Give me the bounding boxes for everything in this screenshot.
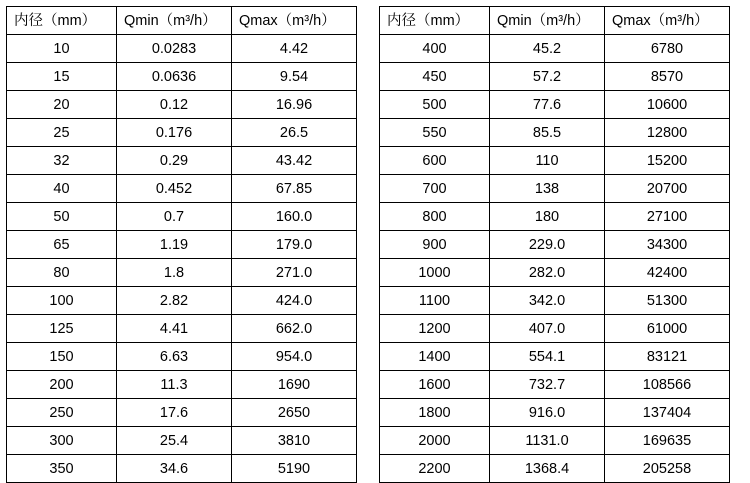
- cell-qmax: 15200: [605, 147, 730, 175]
- cell-qmin: 1.8: [117, 259, 232, 287]
- cell-qmin: 45.2: [490, 35, 605, 63]
- cell-inner-diameter: 250: [7, 399, 117, 427]
- table-row: [7, 287, 357, 315]
- cell-inner-diameter: 900: [380, 231, 490, 259]
- cell-inner-diameter: 600: [380, 147, 490, 175]
- table-row: [380, 315, 730, 343]
- cell-qmax: 34300: [605, 231, 730, 259]
- table-header-row: [380, 7, 730, 35]
- table-row: [7, 343, 357, 371]
- table-row: [7, 371, 357, 399]
- column-header: Qmin（m³/h）: [117, 7, 232, 35]
- cell-inner-diameter: 450: [380, 63, 490, 91]
- table-row: [380, 231, 730, 259]
- cell-qmax: 42400: [605, 259, 730, 287]
- table-row: [380, 259, 730, 287]
- table-row: [7, 35, 357, 63]
- cell-qmax: 9.54: [232, 63, 357, 91]
- cell-qmax: 51300: [605, 287, 730, 315]
- cell-qmax: 424.0: [232, 287, 357, 315]
- cell-inner-diameter: 150: [7, 343, 117, 371]
- cell-qmin: 0.0283: [117, 35, 232, 63]
- cell-qmax: 6780: [605, 35, 730, 63]
- cell-inner-diameter: 1600: [380, 371, 490, 399]
- cell-qmin: 1368.4: [490, 455, 605, 483]
- cell-inner-diameter: 1200: [380, 315, 490, 343]
- table-row: [380, 455, 730, 483]
- cell-qmin: 916.0: [490, 399, 605, 427]
- cell-inner-diameter: 80: [7, 259, 117, 287]
- cell-inner-diameter: 2200: [380, 455, 490, 483]
- cell-qmin: 0.29: [117, 147, 232, 175]
- column-header: Qmax（m³/h）: [605, 7, 730, 35]
- table-row: [380, 63, 730, 91]
- cell-qmax: 108566: [605, 371, 730, 399]
- cell-inner-diameter: 50: [7, 203, 117, 231]
- column-header: Qmax（m³/h）: [232, 7, 357, 35]
- cell-inner-diameter: 400: [380, 35, 490, 63]
- table-row: [380, 287, 730, 315]
- table-row: [7, 231, 357, 259]
- cell-inner-diameter: 65: [7, 231, 117, 259]
- cell-qmax: 662.0: [232, 315, 357, 343]
- cell-qmin: 732.7: [490, 371, 605, 399]
- table-row: [7, 63, 357, 91]
- table-row: [380, 343, 730, 371]
- cell-inner-diameter: 25: [7, 119, 117, 147]
- cell-qmax: 67.85: [232, 175, 357, 203]
- cell-qmax: 12800: [605, 119, 730, 147]
- cell-qmax: 8570: [605, 63, 730, 91]
- cell-qmin: 110: [490, 147, 605, 175]
- cell-qmax: 160.0: [232, 203, 357, 231]
- cell-inner-diameter: 800: [380, 203, 490, 231]
- cell-qmax: 205258: [605, 455, 730, 483]
- cell-inner-diameter: 2000: [380, 427, 490, 455]
- cell-qmin: 11.3: [117, 371, 232, 399]
- cell-qmax: 954.0: [232, 343, 357, 371]
- cell-qmin: 554.1: [490, 343, 605, 371]
- cell-inner-diameter: 40: [7, 175, 117, 203]
- table-row: [7, 259, 357, 287]
- column-header: 内径（mm）: [380, 7, 490, 35]
- cell-qmax: 26.5: [232, 119, 357, 147]
- cell-qmin: 17.6: [117, 399, 232, 427]
- cell-qmin: 0.176: [117, 119, 232, 147]
- left-table: [6, 6, 357, 483]
- cell-qmin: 282.0: [490, 259, 605, 287]
- cell-qmin: 34.6: [117, 455, 232, 483]
- cell-inner-diameter: 550: [380, 119, 490, 147]
- table-row: [7, 147, 357, 175]
- table-row: [7, 91, 357, 119]
- cell-qmin: 180: [490, 203, 605, 231]
- cell-qmin: 342.0: [490, 287, 605, 315]
- cell-qmax: 1690: [232, 371, 357, 399]
- cell-qmin: 0.7: [117, 203, 232, 231]
- cell-qmax: 43.42: [232, 147, 357, 175]
- cell-inner-diameter: 300: [7, 427, 117, 455]
- cell-qmax: 3810: [232, 427, 357, 455]
- right-table: [379, 6, 730, 483]
- cell-qmax: 10600: [605, 91, 730, 119]
- cell-qmin: 407.0: [490, 315, 605, 343]
- cell-qmax: 27100: [605, 203, 730, 231]
- table-row: [380, 91, 730, 119]
- table-row: [7, 399, 357, 427]
- column-header: Qmin（m³/h）: [490, 7, 605, 35]
- cell-qmax: 137404: [605, 399, 730, 427]
- cell-qmax: 20700: [605, 175, 730, 203]
- table-row: [380, 371, 730, 399]
- cell-qmin: 0.0636: [117, 63, 232, 91]
- cell-qmin: 6.63: [117, 343, 232, 371]
- table-row: [7, 203, 357, 231]
- cell-qmin: 229.0: [490, 231, 605, 259]
- table-row: [7, 119, 357, 147]
- table-row: [380, 399, 730, 427]
- cell-inner-diameter: 125: [7, 315, 117, 343]
- cell-inner-diameter: 100: [7, 287, 117, 315]
- table-row: [380, 35, 730, 63]
- table-header-row: [7, 7, 357, 35]
- cell-qmax: 179.0: [232, 231, 357, 259]
- table-row: [380, 175, 730, 203]
- table-row: [380, 427, 730, 455]
- cell-qmax: 169635: [605, 427, 730, 455]
- cell-qmax: 83121: [605, 343, 730, 371]
- cell-inner-diameter: 32: [7, 147, 117, 175]
- cell-qmax: 61000: [605, 315, 730, 343]
- cell-qmin: 138: [490, 175, 605, 203]
- cell-qmin: 2.82: [117, 287, 232, 315]
- cell-qmin: 4.41: [117, 315, 232, 343]
- table-row: [7, 427, 357, 455]
- cell-qmin: 0.12: [117, 91, 232, 119]
- tables-container: [6, 6, 750, 483]
- cell-inner-diameter: 1100: [380, 287, 490, 315]
- cell-qmin: 1131.0: [490, 427, 605, 455]
- cell-qmin: 77.6: [490, 91, 605, 119]
- cell-qmax: 271.0: [232, 259, 357, 287]
- cell-qmin: 57.2: [490, 63, 605, 91]
- table-row: [7, 315, 357, 343]
- cell-inner-diameter: 200: [7, 371, 117, 399]
- cell-inner-diameter: 500: [380, 91, 490, 119]
- cell-inner-diameter: 350: [7, 455, 117, 483]
- table-row: [380, 203, 730, 231]
- table-row: [7, 175, 357, 203]
- cell-qmin: 25.4: [117, 427, 232, 455]
- cell-inner-diameter: 10: [7, 35, 117, 63]
- cell-inner-diameter: 1000: [380, 259, 490, 287]
- cell-qmin: 1.19: [117, 231, 232, 259]
- table-row: [7, 455, 357, 483]
- column-header: 内径（mm）: [7, 7, 117, 35]
- cell-qmax: 2650: [232, 399, 357, 427]
- cell-qmin: 0.452: [117, 175, 232, 203]
- cell-inner-diameter: 20: [7, 91, 117, 119]
- cell-qmax: 4.42: [232, 35, 357, 63]
- cell-qmin: 85.5: [490, 119, 605, 147]
- cell-qmax: 16.96: [232, 91, 357, 119]
- cell-inner-diameter: 700: [380, 175, 490, 203]
- cell-qmax: 5190: [232, 455, 357, 483]
- cell-inner-diameter: 15: [7, 63, 117, 91]
- table-row: [380, 119, 730, 147]
- cell-inner-diameter: 1400: [380, 343, 490, 371]
- table-row: [380, 147, 730, 175]
- cell-inner-diameter: 1800: [380, 399, 490, 427]
